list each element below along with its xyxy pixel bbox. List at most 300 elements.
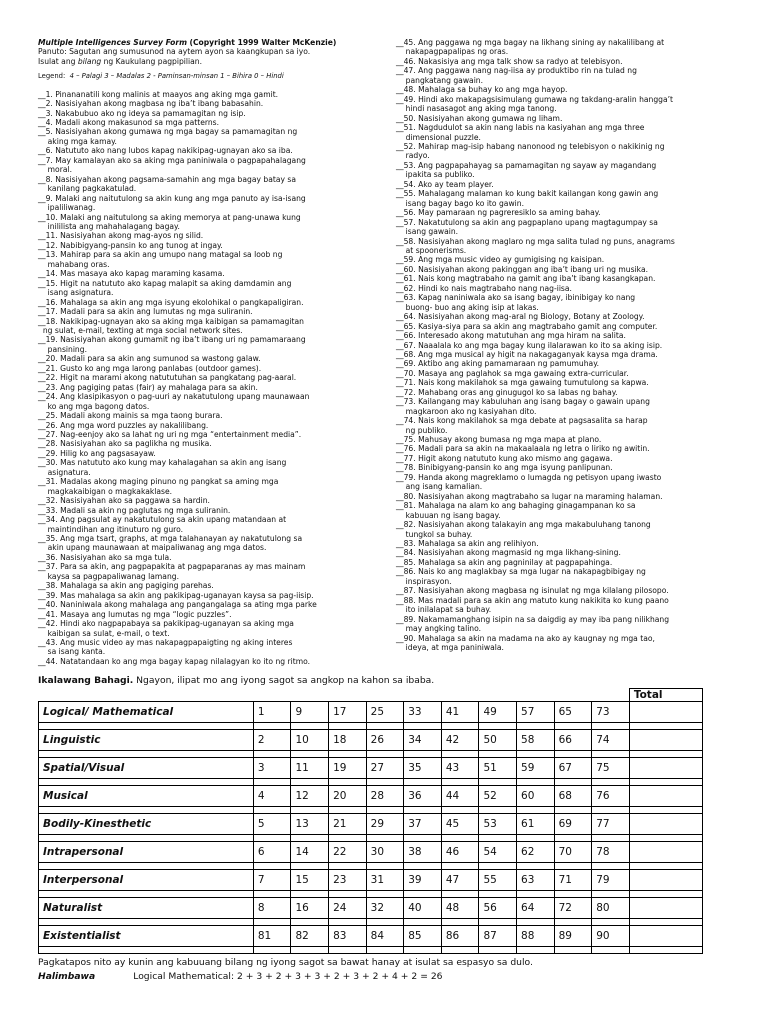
spacer-cell <box>441 779 479 786</box>
spacer-cell <box>629 919 702 926</box>
item-number-cell: 21 <box>329 814 367 835</box>
item-number-cell: 3 <box>253 758 291 779</box>
legend-text: 4 – Palagi 3 – Madalas 2 - Paminsan-minsan 1 – Bihira 0 – Hindi <box>69 72 284 81</box>
survey-item-line: __40. Naniniwala akong mahalaga ang pangangalaga sa ating mga parke <box>38 600 317 610</box>
survey-item-line: __16. Mahalaga sa akin ang mga isyung ekolohikal o pangkapaligiran. <box>38 297 304 307</box>
survey-item-line: __34. Ang pagsulat ay nakatutulong sa akin upang matandaan at <box>38 515 287 525</box>
survey-item-line: __42. Hindi ako nagpapabaya sa pakikipag-uganayan sa aking mga <box>38 619 294 629</box>
intelligence-name: Existentialist <box>39 926 254 947</box>
survey-item-line: __87. Nasisiyahan akong magbasa ng isinulat ng mga kilalang pilosopo. <box>396 586 669 596</box>
item-number-cell: 34 <box>404 730 442 751</box>
survey-item-line: __49. Hindi ako makapagsisimulang gumawa ng takdang-aralin hangga’t <box>396 94 674 104</box>
spacer-cell <box>479 835 517 842</box>
item-number-cell: 28 <box>366 786 404 807</box>
item-number-cell: 24 <box>329 898 367 919</box>
item-number-cell: 8 <box>253 898 291 919</box>
footer-note: Pagkatapos nito ay kunin ang kabuuang bilang ng iyong sagot sa bawat hanay at isulat sa espasyo sa dulo. <box>38 957 533 968</box>
total-cell[interactable] <box>629 730 702 751</box>
spacer-cell <box>253 919 291 926</box>
item-number-cell: 37 <box>404 814 442 835</box>
item-number-cell: 65 <box>554 702 592 723</box>
spacer-cell <box>441 751 479 758</box>
item-number-cell: 11 <box>291 758 329 779</box>
legend <box>38 72 390 81</box>
survey-item-line: __26. Ang mga word puzzles ay nakalilibang. <box>38 420 209 430</box>
spacer-cell <box>441 863 479 870</box>
survey-item-line: __25. Madali akong mainis sa mga taong burara. <box>38 411 223 421</box>
intelligence-name: Intrapersonal <box>39 842 254 863</box>
spacer-cell <box>554 835 592 842</box>
item-number-cell: 35 <box>404 758 442 779</box>
total-header: Total <box>629 689 702 702</box>
spacer-cell <box>404 919 442 926</box>
spacer-cell <box>404 723 442 730</box>
header-spacer-cell <box>39 689 254 702</box>
spacer-cell <box>441 723 479 730</box>
survey-item-line: __28. Nasisiyahan ako sa paglikha ng musika. <box>38 439 212 449</box>
item-number-cell: 83 <box>329 926 367 947</box>
item-number-cell: 13 <box>291 814 329 835</box>
total-cell[interactable] <box>629 758 702 779</box>
item-number-cell: 14 <box>291 842 329 863</box>
right-item-list <box>396 38 736 652</box>
survey-item-line: __50. Nasisiyahan akong gumawa ng liham. <box>396 113 563 123</box>
header-spacer-cell <box>554 689 592 702</box>
survey-item-line: __82. Nasisiyahan akong talakayin ang mga makabuluhang tanong <box>396 520 651 530</box>
spacer-cell <box>291 751 329 758</box>
item-number-cell: 66 <box>554 730 592 751</box>
spacer-cell <box>291 779 329 786</box>
survey-item-line: tungkol sa buhay. <box>396 529 473 539</box>
item-number-cell: 88 <box>517 926 555 947</box>
survey-item-line: __5. Nasisiyahan akong gumawa ng mga bagay sa pamamagitan ng <box>38 127 298 137</box>
spacer-cell <box>479 723 517 730</box>
survey-item-line: nakapagpapalipas ng oras. <box>396 47 509 57</box>
survey-item-line: maintindihan ang itinuturo ng guro. <box>38 524 184 534</box>
item-number-cell: 9 <box>291 702 329 723</box>
survey-item-line: __43. Ang music video ay mas nakapagpapaigting ng aking interes <box>38 637 293 647</box>
spacer-cell <box>329 947 367 954</box>
spacer-cell <box>441 835 479 842</box>
spacer-cell <box>554 807 592 814</box>
item-number-cell: 50 <box>479 730 517 751</box>
survey-item-line: asignatura. <box>38 467 91 477</box>
total-cell[interactable] <box>629 870 702 891</box>
spacer-cell <box>479 751 517 758</box>
spacer-cell <box>329 723 367 730</box>
header-spacer-cell <box>253 689 291 702</box>
survey-item-line: __56. May pamaraan ng pagreresiklo sa aming bahay. <box>396 208 601 218</box>
item-number-cell: 31 <box>366 870 404 891</box>
intelligence-name: Bodily-Kinesthetic <box>39 814 254 835</box>
table-row <box>39 814 703 835</box>
spacer-cell <box>592 919 630 926</box>
survey-item-line: __81. Mahalaga na alam ko ang bahaging ginagampanan ko sa <box>396 501 636 511</box>
survey-item-line: __41. Masaya ang lumutas ng mga “logic puzzles”. <box>38 609 232 619</box>
survey-item-line: radyo. <box>396 151 430 161</box>
survey-item-line: kabuuan ng isang bagay. <box>396 510 501 520</box>
survey-item-line: __77. Higit akong natututo kung ako mismo ang gagawa. <box>396 453 613 463</box>
survey-item-line: __23. Ang pagiging patas (fair) ay mahalaga para sa akin. <box>38 382 258 392</box>
form-header <box>38 38 390 47</box>
item-number-cell: 16 <box>291 898 329 919</box>
item-number-cell: 17 <box>329 702 367 723</box>
survey-item-line: __36. Nasisiyahan ako sa mga tula. <box>38 552 172 562</box>
survey-item-line: __74. Nais kong makilahok sa mga debate at pagsasalita sa harap <box>396 416 648 426</box>
survey-item-line: __80. Nasisiyahan akong magtrabaho sa lugar na maraming halaman. <box>396 491 663 501</box>
spacer-row <box>39 751 703 758</box>
survey-item-line: __37. Para sa akin, ang pagpapakita at pagpaparanas ay mas mainam <box>38 562 306 572</box>
survey-item-line: may angking talino. <box>396 624 482 634</box>
survey-item-line: kaibigan sa sulat, e-mail, o text. <box>38 628 170 638</box>
item-number-cell: 80 <box>592 898 630 919</box>
spacer-row <box>39 779 703 786</box>
item-number-cell: 39 <box>404 870 442 891</box>
item-number-cell: 59 <box>517 758 555 779</box>
survey-item-line: __76. Madali para sa akin na makaalaala ng letra o liriko ng awitin. <box>396 444 650 454</box>
survey-item-line: __85. Mahalaga sa akin ang pagninilay at pagpapahinga. <box>396 557 613 567</box>
intelligence-name: Naturalist <box>39 898 254 919</box>
spacer-cell <box>253 863 291 870</box>
survey-item-line: __30. Mas natututo ako kung may kahalagahan sa akin ang isang <box>38 458 287 468</box>
spacer-row <box>39 891 703 898</box>
survey-item-line: __11. Nasisiyahan akong mag-ayos ng silid. <box>38 231 204 241</box>
spacer-row <box>39 863 703 870</box>
spacer-cell <box>329 751 367 758</box>
survey-item-line: __8. Nasisiyahan akong pagsama-samahin ang mga bagay batay sa <box>38 174 296 184</box>
instructions-line-1: Panuto: Sagutan ang sumusunod na aytem ayon sa kaangkupan sa iyo. <box>38 47 311 57</box>
spacer-cell <box>366 723 404 730</box>
spacer-cell <box>479 863 517 870</box>
survey-item-line: __89. Nakamamanghang isipin na sa daigdig ay may iba pang nilikhang <box>396 614 670 624</box>
spacer-cell <box>291 807 329 814</box>
survey-item-line: __64. Nasisiyahan akong mag-aral ng Biology, Botany at Zoology. <box>396 312 645 322</box>
spacer-cell <box>39 807 254 814</box>
survey-item-line: kanilang pagkakatulad. <box>38 184 137 194</box>
spacer-cell <box>39 863 254 870</box>
spacer-cell <box>629 947 702 954</box>
spacer-cell <box>291 723 329 730</box>
survey-item-line: magkakaibigan o magkakaklase. <box>38 486 173 496</box>
survey-item-line: __12. Nabibigyang-pansin ko ang tunog at ingay. <box>38 240 223 250</box>
spacer-cell <box>366 835 404 842</box>
item-number-cell: 89 <box>554 926 592 947</box>
item-number-cell: 30 <box>366 842 404 863</box>
spacer-row <box>39 807 703 814</box>
item-number-cell: 45 <box>441 814 479 835</box>
survey-item-line: __14. Mas masaya ako kapag maraming kasama. <box>38 269 225 279</box>
spacer-cell <box>291 891 329 898</box>
survey-item-line: __54. Ako ay team player. <box>396 179 494 189</box>
intelligence-name: Linguistic <box>39 730 254 751</box>
item-number-cell: 58 <box>517 730 555 751</box>
survey-item-line: ko ang mga bagong datos. <box>38 401 150 411</box>
survey-item-line: __69. Aktibo ang aking pamamaraan ng pamumuhay. <box>396 359 600 369</box>
spacer-cell <box>441 919 479 926</box>
survey-item-line: __6. Natututo ako nang lubos kapag nakikipag-ugnayan ako sa iba. <box>38 146 293 156</box>
spacer-row <box>39 835 703 842</box>
item-number-cell: 71 <box>554 870 592 891</box>
legend-label: Legend: <box>38 72 66 81</box>
spacer-cell <box>554 751 592 758</box>
survey-item-line: __62. Hindi ko nais magtrabaho nang nag-iisa. <box>396 283 572 293</box>
spacer-cell <box>517 891 555 898</box>
item-number-cell: 55 <box>479 870 517 891</box>
item-number-cell: 48 <box>441 898 479 919</box>
survey-item-line: __46. Nakasisiya ang mga talk show sa radyo at telebisyon. <box>396 56 623 66</box>
survey-item-line: isang asignatura. <box>38 288 114 298</box>
total-cell[interactable] <box>629 786 702 807</box>
spacer-cell <box>517 807 555 814</box>
survey-item-line: __21. Gusto ko ang mga larong panlabas (outdoor games). <box>38 363 262 373</box>
part-two-section <box>38 675 738 982</box>
spacer-cell <box>329 919 367 926</box>
survey-item-line: __33. Madali sa akin ng paglutas ng mga suliranin. <box>38 505 231 515</box>
item-number-cell: 70 <box>554 842 592 863</box>
item-number-cell: 32 <box>366 898 404 919</box>
survey-item-line: hindi nasasagot ang aking mga tanong. <box>396 104 557 114</box>
table-header-row <box>39 689 703 702</box>
item-number-cell: 18 <box>329 730 367 751</box>
spacer-cell <box>517 751 555 758</box>
survey-item-line: __75. Mahusay akong bumasa ng mga mapa at plano. <box>396 435 602 445</box>
survey-item-line: __24. Ang klasipikasyon o pag-uuri ay nakatutulong upang maunawaan <box>38 392 310 402</box>
part-two-label: Ikalawang Bahagi. <box>38 675 134 686</box>
spacer-cell <box>479 891 517 898</box>
survey-item-line: __22. Higit na marami akong natututuhan sa pangkatang pag-aaral. <box>38 373 297 383</box>
item-number-cell: 43 <box>441 758 479 779</box>
survey-item-line: pansining. <box>38 344 87 354</box>
scoring-table <box>38 688 703 954</box>
item-number-cell: 44 <box>441 786 479 807</box>
survey-item-line: __84. Nasisiyahan akong magmasid ng mga likhang-sining. <box>396 548 621 558</box>
header-spacer-cell <box>479 689 517 702</box>
survey-item-line: __15. Higit na natututo ako kapag malapit sa aking damdamin ang <box>38 278 292 288</box>
item-number-cell: 79 <box>592 870 630 891</box>
spacer-cell <box>39 891 254 898</box>
spacer-cell <box>554 919 592 926</box>
table-row <box>39 898 703 919</box>
survey-item-line: __19. Nasisiyahan akong gumamit ng iba’t ibang uri ng pamamaraang <box>38 335 306 345</box>
survey-item-line: inspirasyon. <box>396 576 452 586</box>
spacer-cell <box>366 947 404 954</box>
survey-item-line: __51. Nagdudulot sa akin nang labis na kasiyahan ang mga three <box>396 123 645 133</box>
spacer-cell <box>404 779 442 786</box>
survey-item-line: mahabang oras. <box>38 259 110 269</box>
total-cell[interactable] <box>629 814 702 835</box>
spacer-cell <box>253 779 291 786</box>
survey-item-line: __7. May kamalayan ako sa aking mga paniniwala o pagpapahalagang <box>38 155 306 165</box>
item-number-cell: 74 <box>592 730 630 751</box>
spacer-cell <box>554 779 592 786</box>
item-number-cell: 49 <box>479 702 517 723</box>
item-number-cell: 19 <box>329 758 367 779</box>
item-number-cell: 22 <box>329 842 367 863</box>
spacer-cell <box>629 807 702 814</box>
table-row <box>39 842 703 863</box>
spacer-cell <box>404 835 442 842</box>
item-number-cell: 38 <box>404 842 442 863</box>
item-number-cell: 75 <box>592 758 630 779</box>
spacer-cell <box>253 947 291 954</box>
spacer-cell <box>39 835 254 842</box>
item-number-cell: 15 <box>291 870 329 891</box>
survey-item-line: ipaliliwanag. <box>38 203 96 213</box>
survey-item-line: __17. Madali para sa akin ang lumutas ng mga suliranin. <box>38 307 253 317</box>
spacer-cell <box>39 947 254 954</box>
spacer-cell <box>39 751 254 758</box>
survey-item-line: __58. Nasisiyahan akong maglaro ng mga salita tulad ng puns, anagrams <box>396 236 675 246</box>
item-number-cell: 10 <box>291 730 329 751</box>
example-label: Halimbawa <box>38 971 96 982</box>
spacer-cell <box>629 863 702 870</box>
spacer-cell <box>517 723 555 730</box>
survey-item-line: __27. Nag-eenjoy ako sa lahat ng uri ng mga “entertainment media”. <box>38 429 302 439</box>
item-number-cell: 51 <box>479 758 517 779</box>
survey-item-line: __18. Nakikipag-ugnayan ako sa aking mga kaibigan sa pamamagitan <box>38 316 304 326</box>
spacer-cell <box>366 807 404 814</box>
spacer-cell <box>39 723 254 730</box>
header-spacer-cell <box>404 689 442 702</box>
item-number-cell: 26 <box>366 730 404 751</box>
header-spacer-cell <box>329 689 367 702</box>
spacer-cell <box>404 807 442 814</box>
item-number-cell: 20 <box>329 786 367 807</box>
spacer-cell <box>253 835 291 842</box>
survey-item-line: __61. Nais kong magtrabaho na gamit ang iba’t ibang kasangkapan. <box>396 274 656 284</box>
spacer-cell <box>253 751 291 758</box>
survey-item-line: __52. Mahirap mag-isip habang nanonood ng telebisyon o nakikinig ng <box>396 141 665 151</box>
survey-left-column <box>38 38 390 666</box>
spacer-cell <box>366 891 404 898</box>
item-number-cell: 52 <box>479 786 517 807</box>
survey-item-line: __39. Mas mahalaga sa akin ang pakikipag-uganayan kaysa sa pag-iisip. <box>38 590 314 600</box>
survey-item-line: ng publiko. <box>396 425 448 435</box>
survey-item-line: __32. Nasisiyahan ako sa paggawa sa hardin. <box>38 496 210 506</box>
item-number-cell: 53 <box>479 814 517 835</box>
spacer-row <box>39 723 703 730</box>
header-spacer-cell <box>366 689 404 702</box>
intelligence-name: Logical/ Mathematical <box>39 702 254 723</box>
spacer-cell <box>629 751 702 758</box>
survey-item-line: ipakita sa publiko. <box>396 170 475 180</box>
item-number-cell: 62 <box>517 842 555 863</box>
item-number-cell: 73 <box>592 702 630 723</box>
total-cell[interactable] <box>629 926 702 947</box>
survey-item-line: __4. Madali akong makasunod sa mga patterns. <box>38 118 220 128</box>
table-row <box>39 926 703 947</box>
survey-item-line: at spoonerisms. <box>396 245 467 255</box>
survey-item-line: __1. Pinananatili kong malinis at maayos ang aking mga gamit. <box>38 89 279 99</box>
header-spacer-cell <box>517 689 555 702</box>
table-row <box>39 786 703 807</box>
survey-item-line: magkaroon ako ng kasiyahan dito. <box>396 406 537 416</box>
spacer-cell <box>39 919 254 926</box>
total-cell[interactable] <box>629 702 702 723</box>
spacer-row <box>39 919 703 926</box>
survey-item-line: __66. Interesado akong matutuhan ang mga hiram na salita. <box>396 331 626 341</box>
survey-item-line: ng sulat, e-mail, texting at mga social network sites. <box>38 326 243 335</box>
survey-item-line: __60. Nasisiyahan akong pakinggan ang iba’t ibang uri ng musika. <box>396 264 649 274</box>
item-number-cell: 46 <box>441 842 479 863</box>
spacer-cell <box>291 863 329 870</box>
survey-item-line: __79. Handa akong magreklamo o lumagda ng petisyon upang iwasto <box>396 472 662 482</box>
survey-item-line: __29. Hilig ko ang pagsasayaw. <box>38 448 156 458</box>
item-number-cell: 61 <box>517 814 555 835</box>
item-number-cell: 60 <box>517 786 555 807</box>
spacer-cell <box>329 835 367 842</box>
survey-item-line: moral. <box>38 165 72 175</box>
spacer-cell <box>592 723 630 730</box>
item-number-cell: 87 <box>479 926 517 947</box>
example-text: Logical Mathematical: 2 + 3 + 2 + 3 + 3 + 2 + 3 + 2 + 4 + 2 = 26 <box>133 971 443 982</box>
survey-item-line: isang bagay bago ko ito gawin. <box>396 198 524 208</box>
survey-right-column <box>396 38 736 652</box>
spacer-cell <box>441 891 479 898</box>
spacer-cell <box>366 751 404 758</box>
spacer-cell <box>404 863 442 870</box>
survey-item-line: __31. Madalas akong maging pinuno ng pangkat sa aming mga <box>38 477 279 487</box>
item-number-cell: 4 <box>253 786 291 807</box>
survey-item-line: __44. Natatandaan ko ang mga bagay kapag nilalagyan ko ito ng ritmo. <box>38 656 311 666</box>
spacer-cell <box>366 779 404 786</box>
item-number-cell: 86 <box>441 926 479 947</box>
spacer-cell <box>517 835 555 842</box>
survey-item-line: kaysa sa pagpapaliwanag lamang. <box>38 571 179 581</box>
spacer-cell <box>329 807 367 814</box>
item-number-cell: 57 <box>517 702 555 723</box>
item-number-cell: 6 <box>253 842 291 863</box>
spacer-cell <box>517 779 555 786</box>
survey-item-line: buong- buo ang aking isip at lakas. <box>396 302 539 312</box>
item-number-cell: 82 <box>291 926 329 947</box>
survey-item-line: __45. Ang paggawa ng mga bagay na likhang sining ay nakalilibang at <box>396 38 665 47</box>
item-number-cell: 69 <box>554 814 592 835</box>
spacer-cell <box>291 919 329 926</box>
spacer-cell <box>592 807 630 814</box>
item-number-cell: 56 <box>479 898 517 919</box>
survey-item-line: __48. Mahalaga sa buhay ko ang mga hayop. <box>396 85 568 95</box>
total-cell[interactable] <box>629 898 702 919</box>
spacer-cell <box>253 891 291 898</box>
spacer-cell <box>517 947 555 954</box>
header-spacer-cell <box>592 689 630 702</box>
table-row <box>39 730 703 751</box>
survey-item-line: __73. Kailangang may kabuluhan ang isang bagay o gawain upang <box>396 397 650 407</box>
header-spacer-cell <box>441 689 479 702</box>
spacer-cell <box>479 807 517 814</box>
survey-item-line: __68. Ang mga musical ay higit na nakagaganyak kaysa mga drama. <box>396 349 658 359</box>
spacer-cell <box>554 723 592 730</box>
survey-item-line: ideya, at mga paniniwala. <box>396 643 504 652</box>
spacer-cell <box>366 919 404 926</box>
item-number-cell: 41 <box>441 702 479 723</box>
item-number-cell: 85 <box>404 926 442 947</box>
item-number-cell: 81 <box>253 926 291 947</box>
spacer-cell <box>329 863 367 870</box>
survey-item-line: aking mga kamay. <box>38 136 117 146</box>
item-number-cell: 42 <box>441 730 479 751</box>
header-spacer-cell <box>291 689 329 702</box>
spacer-cell <box>517 863 555 870</box>
item-number-cell: 33 <box>404 702 442 723</box>
item-number-cell: 7 <box>253 870 291 891</box>
spacer-cell <box>404 891 442 898</box>
total-cell[interactable] <box>629 842 702 863</box>
survey-item-line: __90. Mahalaga sa akin na madama na ako ay kaugnay ng mga tao, <box>396 633 655 643</box>
spacer-cell <box>404 751 442 758</box>
item-number-cell: 77 <box>592 814 630 835</box>
